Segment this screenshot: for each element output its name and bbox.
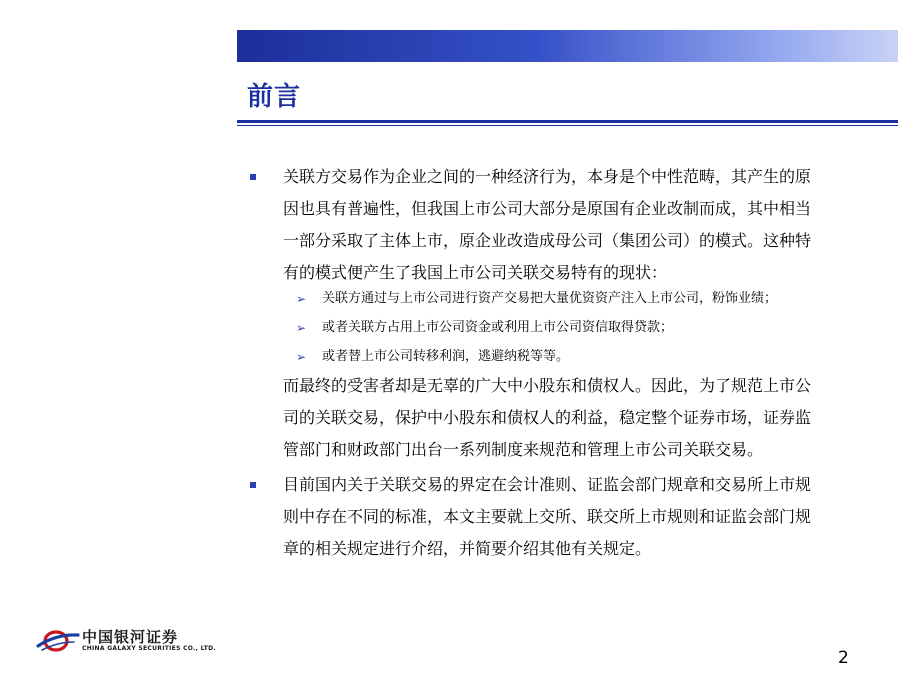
arrow-bullet-icon: ➢ [296, 350, 307, 364]
sub-item-text: 关联方通过与上市公司进行资产交易把大量优资资产注入上市公司，粉饰业绩； [322, 291, 778, 306]
sub-item-text: 或者替上市公司转移利润，逃避纳税等等。 [322, 349, 570, 364]
sub-item-text: 或者关联方占用上市公司资金或利用上市公司资信取得贷款； [322, 320, 674, 335]
text-line: 管部门和财政部门出台一系列制度来规范和管理上市公司关联交易。 [283, 440, 764, 459]
text-line: 因也具有普遍性，但我国上市公司大部分是原国有企业改制而成，其中相当 [283, 199, 812, 218]
page-number: 2 [838, 648, 849, 668]
text-line: 关联方交易作为企业之间的一种经济行为，本身是个中性范畴，其产生的原 [283, 167, 812, 186]
bullet1-paragraph [283, 161, 883, 289]
bullet-square-icon [250, 174, 256, 180]
text-line: 目前国内关于关联交易的界定在会计准则、证监会部门规章和交易所上市规 [283, 475, 812, 494]
arrow-bullet-icon: ➢ [296, 292, 307, 306]
text-line: 一部分采取了主体上市，原企业改造成母公司（集团公司）的模式。这种特 [283, 231, 812, 250]
text-line: 司的关联交易，保护中小股东和债权人的利益，稳定整个证券市场，证券监 [283, 408, 812, 427]
text-line: 章的相关规定进行介绍，并简要介绍其他有关规定。 [283, 539, 652, 558]
text-line: 而最终的受害者却是无辜的广大中小股东和债权人。因此，为了规范上市公 [283, 376, 812, 395]
logo-name-cn: 中国银河证券 [82, 628, 179, 646]
company-logo [36, 626, 216, 656]
title-underline-thin [237, 125, 898, 126]
continuation-paragraph [283, 370, 883, 466]
text-line: 有的模式便产生了我国上市公司关联交易特有的现状： [283, 263, 668, 282]
title-underline-thick [237, 120, 898, 123]
header-gradient-bar [237, 30, 898, 62]
slide-title: 前言 [247, 82, 302, 112]
text-line: 则中存在不同的标准，本文主要就上交所、联交所上市规则和证监会部门规 [283, 507, 812, 526]
logo-name-en: CHINA GALAXY SECURITIES CO., LTD. [82, 645, 216, 652]
galaxy-swoosh-icon [36, 626, 80, 656]
bullet-square-icon [250, 482, 256, 488]
arrow-bullet-icon: ➢ [296, 321, 307, 335]
bullet2-paragraph [283, 469, 883, 565]
